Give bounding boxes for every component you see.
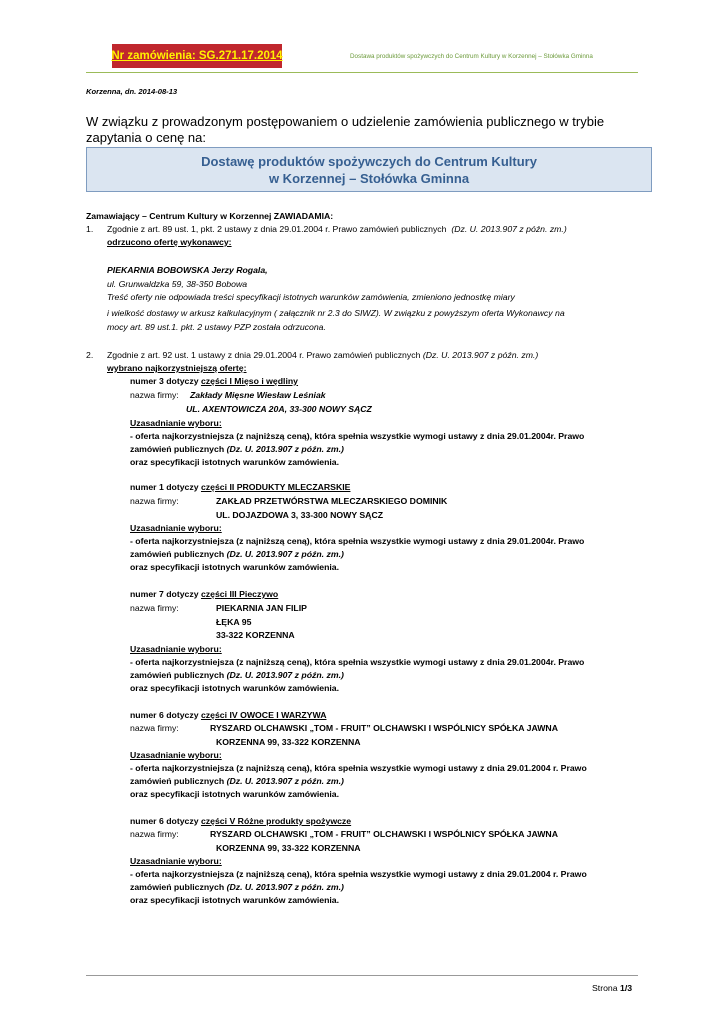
part-2-heading: numer 1 dotyczy części II PRODUKTY MLECZARSKIE (130, 482, 351, 492)
part-2-spec-text: oraz specyfikacji istotnych warunków zamówienia. (130, 562, 340, 572)
part-2-firm-label: nazwa firmy: (130, 496, 179, 506)
rejection-reason-1: Treść oferty nie odpowiada treści specyfikacji istotnych warunków zamówienia, zmieniono jednostkę miary (107, 292, 515, 302)
part-4-firm-label: nazwa firmy: (130, 723, 179, 733)
part-5-firm-name: RYSZARD OLCHAWSKI „TOM - FRUIT” OLCHAWSKI I WSPÓLNICY SPÓŁKA JAWNA (210, 829, 558, 839)
part-2-justification-label: Uzasadnianie wyboru: (130, 523, 222, 533)
intro-paragraph: W związku z prowadzonym postępowaniem o udzielenie zamówienia publicznego w trybie zapytania o cenę na: (86, 114, 605, 145)
part-1-firm-name: Zakłady Mięsne Wiesław Leśniak (190, 390, 326, 400)
part-4-firm-address: KORZENNA 99, 33-322 KORZENNA (216, 737, 361, 747)
rejected-company: PIEKARNIA BOBOWSKA Jerzy Rogala, (107, 265, 268, 275)
part-5-spec-text: oraz specyfikacji istotnych warunków zamówienia. (130, 895, 340, 905)
part-1-law-text: zamówień publicznych (Dz. U. 2013.907 z późn. zm.) (130, 444, 344, 454)
part-4-spec-text: oraz specyfikacji istotnych warunków zamówienia. (130, 789, 340, 799)
part-4-firm-name: RYSZARD OLCHAWSKI „TOM - FRUIT” OLCHAWSKI I WSPÓLNICY SPÓŁKA JAWNA (210, 723, 558, 733)
order-number-badge: Nr zamówienia: SG.271.17.2014 (112, 44, 282, 68)
part-3-firm-label: nazwa firmy: (130, 603, 179, 613)
part-5-offer-text: - oferta najkorzystniejsza (z najniższą ceną), która spełnia wszystkie wymogi ustawy z dnia 29.01.2004 r. Prawo (130, 869, 587, 879)
section1-text: Zgodnie z art. 89 ust. 1, pkt. 2 ustawy z dnia 29.01.2004 r. Prawo zamówień publicznych (Dz. U. 2013.907 z późn. zm.) (107, 224, 567, 234)
part-5-heading: numer 6 dotyczy części V Różne produkty spożywcze (130, 816, 352, 826)
title-box (86, 147, 652, 192)
rejected-address: ul. Grunwaldzka 59, 38-350 Bobowa (107, 279, 248, 289)
part-1-heading: numer 3 dotyczy części I Mięso i wędliny (130, 376, 299, 386)
part-2-offer-text: - oferta najkorzystniejsza (z najniższą ceną), która spełnia wszystkie wymogi ustawy z dnia 29.01.2004r. Prawo (130, 536, 585, 546)
part-5-firm-label: nazwa firmy: (130, 829, 179, 839)
part-4-offer-text: - oferta najkorzystniejsza (z najniższą ceną), która spełnia wszystkie wymogi ustawy z dnia 29.01.2004 r. Prawo (130, 763, 587, 773)
rejected-label: odrzucono ofertę wykonawcy: (107, 237, 232, 247)
part-1-firm-address: UL. AXENTOWICZA 20A, 33-300 NOWY SĄCZ (186, 404, 372, 414)
part-3-heading: numer 7 dotyczy części III Pieczywo (130, 589, 279, 599)
header-divider (86, 72, 638, 73)
chosen-label: wybrano najkorzystniejszą ofertę: (107, 363, 247, 373)
part-3-spec-text: oraz specyfikacji istotnych warunków zamówienia. (130, 683, 340, 693)
footer-divider (86, 975, 638, 976)
part-3-firm-name: PIEKARNIA JAN FILIP (216, 603, 307, 613)
part-5-firm-address: KORZENNA 99, 33-322 KORZENNA (216, 843, 361, 853)
section2-text: Zgodnie z art. 92 ust. 1 ustawy z dnia 29.01.2004 r. Prawo zamówień publicznych (Dz. U. 2013.907 z późn. zm.) (107, 350, 539, 360)
rejection-reason-3: mocy art. 89 ust.1. pkt. 2 ustawy PZP została odrzucona. (107, 322, 326, 332)
part-2-law-text: zamówień publicznych (Dz. U. 2013.907 z późn. zm.) (130, 549, 344, 559)
part-4-law-text: zamówień publicznych (Dz. U. 2013.907 z późn. zm.) (130, 776, 344, 786)
section2-number: 2. (86, 350, 94, 360)
section1-number: 1. (86, 224, 94, 234)
part-1-spec-text: oraz specyfikacji istotnych warunków zamówienia. (130, 457, 340, 467)
part-5-law-text: zamówień publicznych (Dz. U. 2013.907 z późn. zm.) (130, 882, 344, 892)
part-4-heading: numer 6 dotyczy części IV OWOCE I WARZYWA (130, 710, 327, 720)
part-4-justification-label: Uzasadnianie wyboru: (130, 750, 222, 760)
running-title: Dostawa produktów spożywczych do Centrum Kultury w Korzennej – Stołówka Gminna (350, 53, 593, 60)
date-line: Korzenna, dn. 2014-08-13 (86, 87, 178, 96)
part-3-firm-address-2: 33-322 KORZENNA (216, 630, 295, 640)
part-3-justification-label: Uzasadnianie wyboru: (130, 644, 222, 654)
title-line-1: Dostawę produktów spożywczych do Centrum Kultury (201, 153, 537, 169)
part-3-offer-text: - oferta najkorzystniejsza (z najniższą ceną), która spełnia wszystkie wymogi ustawy z dnia 29.01.2004r. Prawo (130, 657, 585, 667)
part-1-offer-text: - oferta najkorzystniejsza (z najniższą ceną), która spełnia wszystkie wymogi ustawy z dnia 29.01.2004r. Prawo (130, 431, 585, 441)
part-2-firm-name: ZAKŁAD PRZETWÓRSTWA MLECZARSKIEGO DOMINIK (216, 496, 448, 506)
announcer-heading: Zamawiający – Centrum Kultury w Korzennej ZAWIADAMIA: (86, 211, 334, 221)
rejection-reason-2: i wielkość dostawy w arkusz kalkulacyjnym ( załącznik nr 2.3 do SIWZ). W związku z powyższym oferta Wykonawcy na (107, 308, 565, 318)
title-line-2: w Korzennej – Stołówka Gminna (268, 170, 470, 186)
part-1-justification-label: Uzasadnianie wyboru: (130, 418, 222, 428)
part-3-firm-address-1: ŁĘKA 95 (216, 617, 252, 627)
part-1-firm-label: nazwa firmy: (130, 390, 179, 400)
part-3-law-text: zamówień publicznych (Dz. U. 2013.907 z późn. zm.) (130, 670, 344, 680)
part-5-justification-label: Uzasadnianie wyboru: (130, 856, 222, 866)
part-2-firm-address: UL. DOJAZDOWA 3, 33-300 NOWY SĄCZ (216, 510, 384, 520)
page-number: Strona 1/3 (592, 983, 633, 993)
